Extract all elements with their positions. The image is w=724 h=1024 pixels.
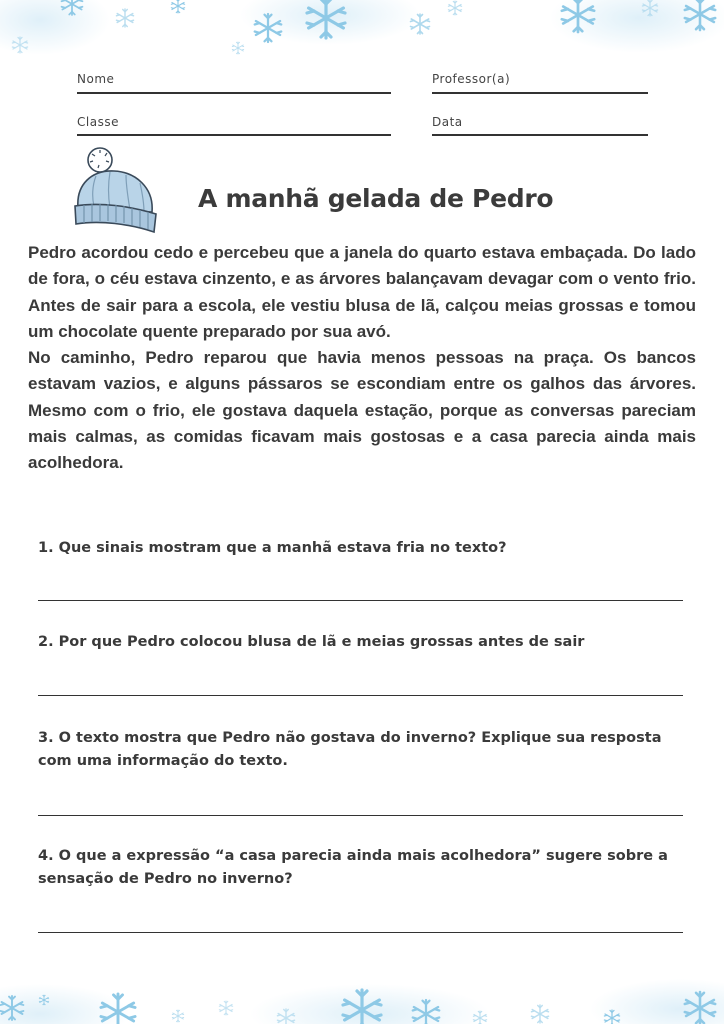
question-3: 3. O texto mostra que Pedro não gostava do inverno? Explique sua resposta com uma informação do texto. xyxy=(38,730,662,769)
story-paragraph-1: Pedro acordou cedo e percebeu que a janela do quarto estava embaçada. Do lado de fora, o céu estava cinzento, e as árvores balançavam devagar com o vento frio. Antes de sair para a escola, ele vestiu blusa de lã, calçou meias grossas e tomou um chocolate quente preparado por sua avó. xyxy=(28,243,696,341)
answer-line-4[interactable] xyxy=(38,932,683,933)
teacher-field[interactable] xyxy=(432,72,648,96)
date-label: Data xyxy=(432,115,463,129)
winter-beanie-icon xyxy=(70,144,160,236)
name-field[interactable] xyxy=(77,72,391,96)
teacher-line xyxy=(432,92,648,94)
answer-line-3[interactable] xyxy=(38,815,683,816)
class-line xyxy=(77,134,391,136)
class-field[interactable] xyxy=(77,115,391,139)
date-field[interactable] xyxy=(432,115,648,139)
name-label: Nome xyxy=(77,72,115,86)
snowflake-border-bottom xyxy=(0,964,724,1024)
class-label: Classe xyxy=(77,115,119,129)
page-title: A manhã gelada de Pedro xyxy=(198,184,554,213)
snowflake-border-top xyxy=(0,0,724,60)
question-1: 1. Que sinais mostram que a manhã estava fria no texto? xyxy=(38,540,507,556)
question-2: 2. Por que Pedro colocou blusa de lã e meias grossas antes de sair xyxy=(38,634,585,650)
question-4: 4. O que a expressão “a casa parecia ainda mais acolhedora” sugere sobre a sensação de Pedro no inverno? xyxy=(38,848,668,887)
date-line xyxy=(432,134,648,136)
story-paragraph-2: No caminho, Pedro reparou que havia menos pessoas na praça. Os bancos estavam vazios, e alguns pássaros se escondiam entre os galhos das árvores. Mesmo com o frio, ele gostava daquela estação, porque as conversas pareciam mais calmas, as comidas ficavam mais gostosas e a casa parecia ainda mais acolhedora. xyxy=(28,348,696,473)
story-text xyxy=(28,240,696,477)
teacher-label: Professor(a) xyxy=(432,72,511,86)
name-line xyxy=(77,92,391,94)
answer-line-2[interactable] xyxy=(38,695,683,696)
answer-line-1[interactable] xyxy=(38,600,683,601)
